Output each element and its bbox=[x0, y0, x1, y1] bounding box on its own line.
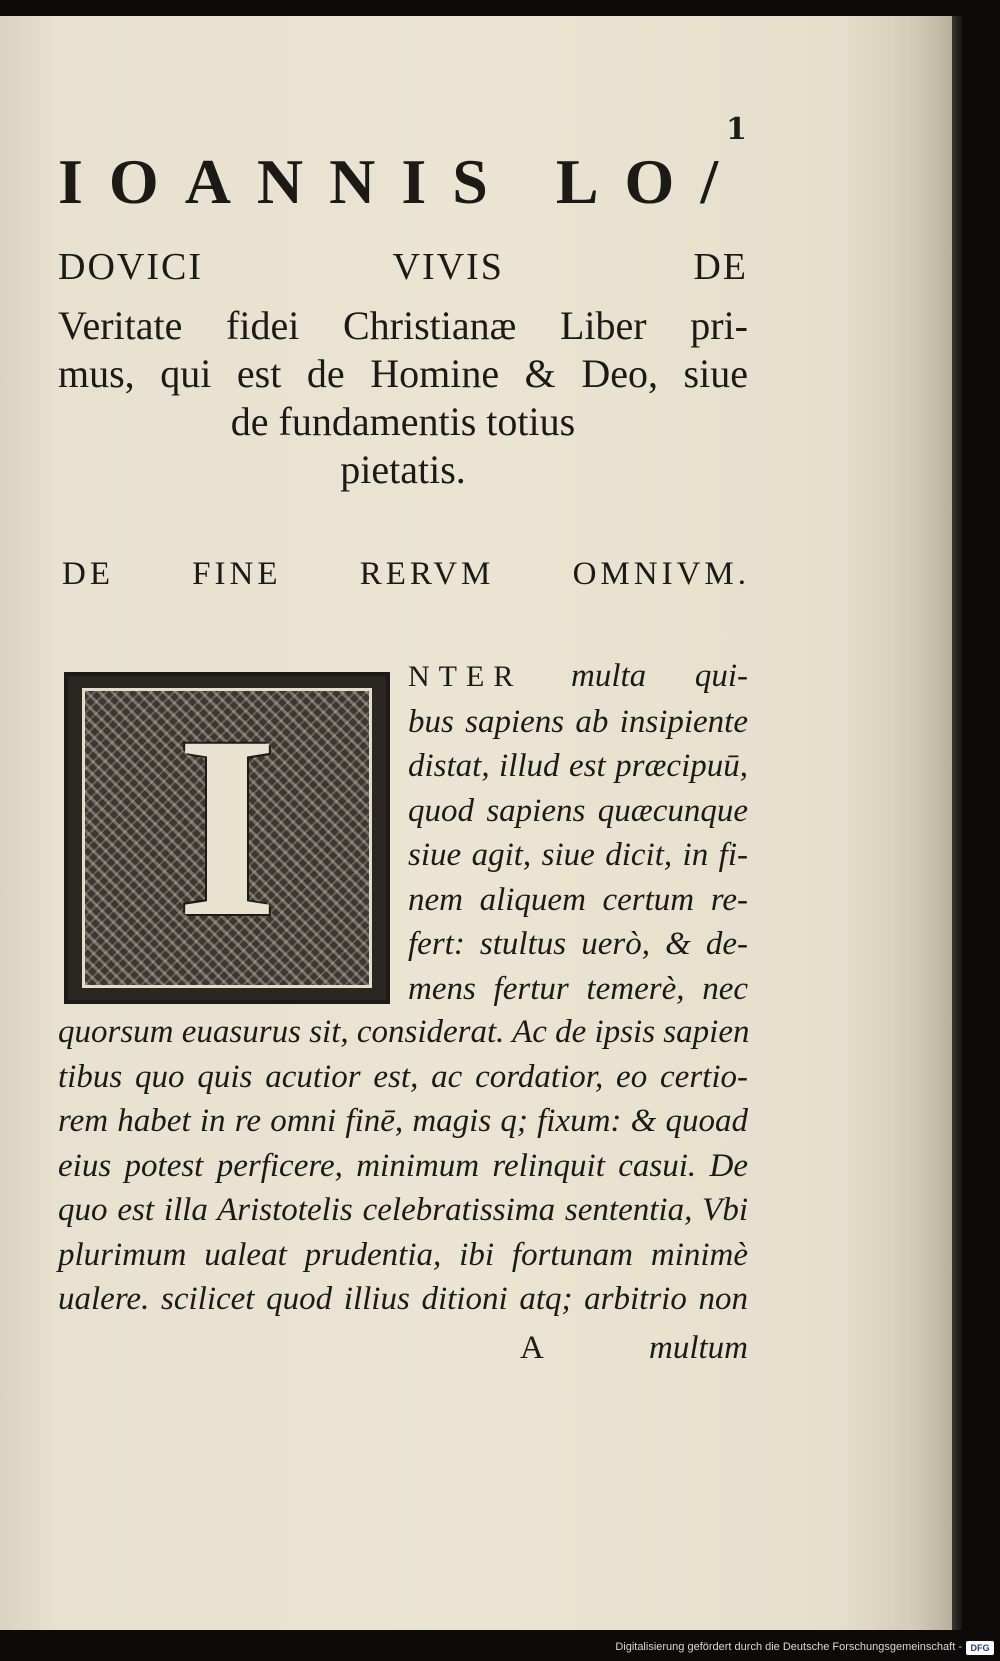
digitization-credit: Digitalisierung gefördert durch die Deutsche Forschungsgemeinschaft - bbox=[615, 1641, 962, 1653]
folio-number: 1 bbox=[726, 112, 747, 147]
text-line: bus sapiens ab insipiente bbox=[408, 703, 748, 740]
dfg-logo: DFG bbox=[966, 1641, 994, 1655]
title-subtitle-line: de fundamentis totius bbox=[230, 399, 576, 444]
heading-word: RERVM bbox=[359, 556, 495, 592]
initial-letter: I bbox=[176, 683, 278, 971]
signature-mark: A bbox=[520, 1330, 544, 1366]
text-line: siue agit, siue dicit, in fi- bbox=[408, 837, 748, 873]
page-footer-marks bbox=[520, 1330, 748, 1367]
text-line: fert: stultus uerò, & de- bbox=[408, 926, 748, 962]
text-line: mens fertur temerè, nec bbox=[408, 970, 748, 1007]
text-line: ualere. scilicet quod illius ditioni atq; arbitrio non bbox=[58, 1281, 748, 1317]
opening-caps: NTER bbox=[408, 660, 523, 693]
title-subtitle-line: mus, qui est de Homine & Deo, siue bbox=[58, 351, 748, 396]
title-subtitle-line: pietatis. bbox=[340, 447, 466, 492]
heading-word: OMNIVM. bbox=[572, 556, 750, 592]
text-line: eius potest perficere, minimum relinquit casui. De bbox=[58, 1147, 748, 1184]
heading-word: FINE bbox=[192, 556, 282, 592]
title-subtitle-line: Veritate fidei Christianæ Liber pri- bbox=[58, 303, 748, 348]
title-word: DE bbox=[693, 246, 748, 288]
text-line: quo est illa Aristotelis celebratissima sententia, Vbi bbox=[58, 1192, 748, 1228]
decorated-initial bbox=[64, 672, 390, 1004]
side-text-block bbox=[408, 654, 748, 1011]
text-line: plurimum ualeat prudentia, ibi fortunam minimè bbox=[58, 1236, 748, 1273]
title-line-2 bbox=[58, 248, 748, 286]
initial-woodcut-background bbox=[82, 683, 372, 988]
full-width-text-block bbox=[58, 1010, 748, 1322]
text-line: quod sapiens quæcunque bbox=[408, 792, 748, 829]
text-line: nem aliquem certum re- bbox=[408, 881, 748, 918]
title-subtitle bbox=[58, 302, 748, 494]
page-edge bbox=[952, 16, 962, 1630]
section-heading bbox=[62, 556, 750, 593]
title-word: DOVICI bbox=[58, 246, 203, 288]
heading-word: DE bbox=[62, 556, 114, 592]
text-line: distat, illud est præcipuū, bbox=[408, 748, 748, 784]
title-line-1: IOANNIS LO/ bbox=[58, 146, 745, 217]
opening-rest: multa qui- bbox=[571, 658, 748, 694]
text-line: quorsum euasurus sit, considerat. Ac de ipsis sapien bbox=[58, 1014, 750, 1050]
catchword: multum bbox=[649, 1330, 748, 1366]
text-line: tibus quo quis acutior est, ac cordatior, eo certio- bbox=[58, 1058, 748, 1095]
text-line bbox=[408, 654, 748, 700]
text-line: rem habet in re omni finē, magis q; fixum: & quoad bbox=[58, 1103, 748, 1139]
title-word: VIVIS bbox=[392, 246, 504, 288]
